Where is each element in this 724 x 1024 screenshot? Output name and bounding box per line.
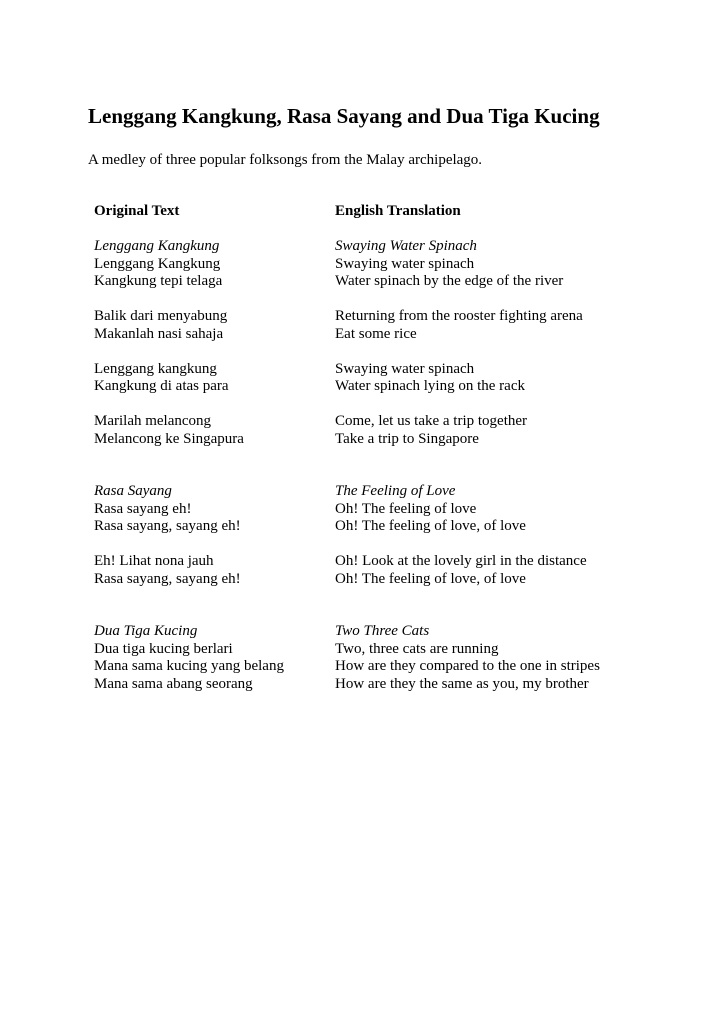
spacer — [335, 291, 635, 309]
translation-lyric-line: Water spinach by the edge of the river — [335, 273, 564, 289]
original-lyric-line: Kangkung tepi telaga — [94, 273, 223, 289]
translation-song-title: Two Three Cats — [335, 623, 430, 639]
original-text-header: Original Text — [94, 203, 180, 219]
original-lyric-line: Makanlah nasi sahaja — [94, 325, 224, 342]
document-title: Lenggang Kangkung, Rasa Sayang and Dua Tiga Kucing — [88, 104, 600, 128]
original-lyric-line: Rasa sayang, sayang eh! — [94, 570, 241, 587]
spacer — [335, 221, 635, 239]
document-intro: A medley of three popular folksongs from the Malay archipelago. — [88, 152, 483, 168]
english-translation-column — [335, 203, 635, 693]
spacer — [335, 343, 635, 361]
translation-song-title: Swaying Water Spinach — [335, 238, 477, 254]
original-lyric-line: Dua tiga kucing berlari — [94, 640, 233, 657]
translation-lyric-line: Oh! Look at the lovely girl in the distance — [335, 553, 587, 569]
translation-lyric-line: Oh! The feeling of love, of love — [335, 570, 526, 587]
original-lyric-line: Eh! Lihat nona jauh — [94, 553, 214, 569]
original-lyric-line: Rasa sayang, sayang eh! — [94, 518, 241, 534]
translation-lyric-line: Oh! The feeling of love, of love — [335, 518, 526, 534]
translation-lyric-line: Swaying water spinach — [335, 360, 475, 377]
translation-lyric-line: Oh! The feeling of love — [335, 500, 477, 517]
english-translation-header: English Translation — [335, 203, 461, 219]
translation-lyric-line: Come, let us take a trip together — [335, 413, 528, 429]
original-lyric-line: Kangkung di atas para — [94, 378, 229, 394]
translation-lyric-line: Returning from the rooster fighting arena — [335, 308, 583, 324]
translation-lyric-line: How are they compared to the one in stripes — [335, 658, 600, 674]
spacer — [335, 448, 635, 483]
translation-lyric-line: How are they the same as you, my brother — [335, 675, 589, 692]
original-lyric-line: Lenggang kangkung — [94, 360, 217, 377]
spacer — [335, 536, 635, 554]
original-lyric-line: Mana sama kucing yang belang — [94, 658, 284, 674]
translation-lyric-line: Two, three cats are running — [335, 640, 499, 657]
original-lyric-line: Balik dari menyabung — [94, 308, 228, 324]
spacer — [335, 588, 635, 623]
spacer — [335, 396, 635, 414]
original-song-title: Lenggang Kangkung — [94, 238, 220, 254]
translation-lyric-line: Water spinach lying on the rack — [335, 378, 525, 394]
original-lyric-line: Marilah melancong — [94, 413, 212, 429]
translation-lyric-line: Eat some rice — [335, 325, 417, 342]
original-lyric-line: Mana sama abang seorang — [94, 675, 253, 692]
original-lyric-line: Rasa sayang eh! — [94, 500, 192, 517]
translation-lyric-line: Take a trip to Singapore — [335, 430, 479, 447]
original-lyric-line: Melancong ke Singapura — [94, 430, 244, 447]
original-lyric-line: Lenggang Kangkung — [94, 255, 221, 272]
original-song-title: Rasa Sayang — [94, 483, 172, 499]
translation-song-title: The Feeling of Love — [335, 483, 456, 499]
original-song-title: Dua Tiga Kucing — [94, 623, 198, 639]
translation-lyric-line: Swaying water spinach — [335, 255, 475, 272]
